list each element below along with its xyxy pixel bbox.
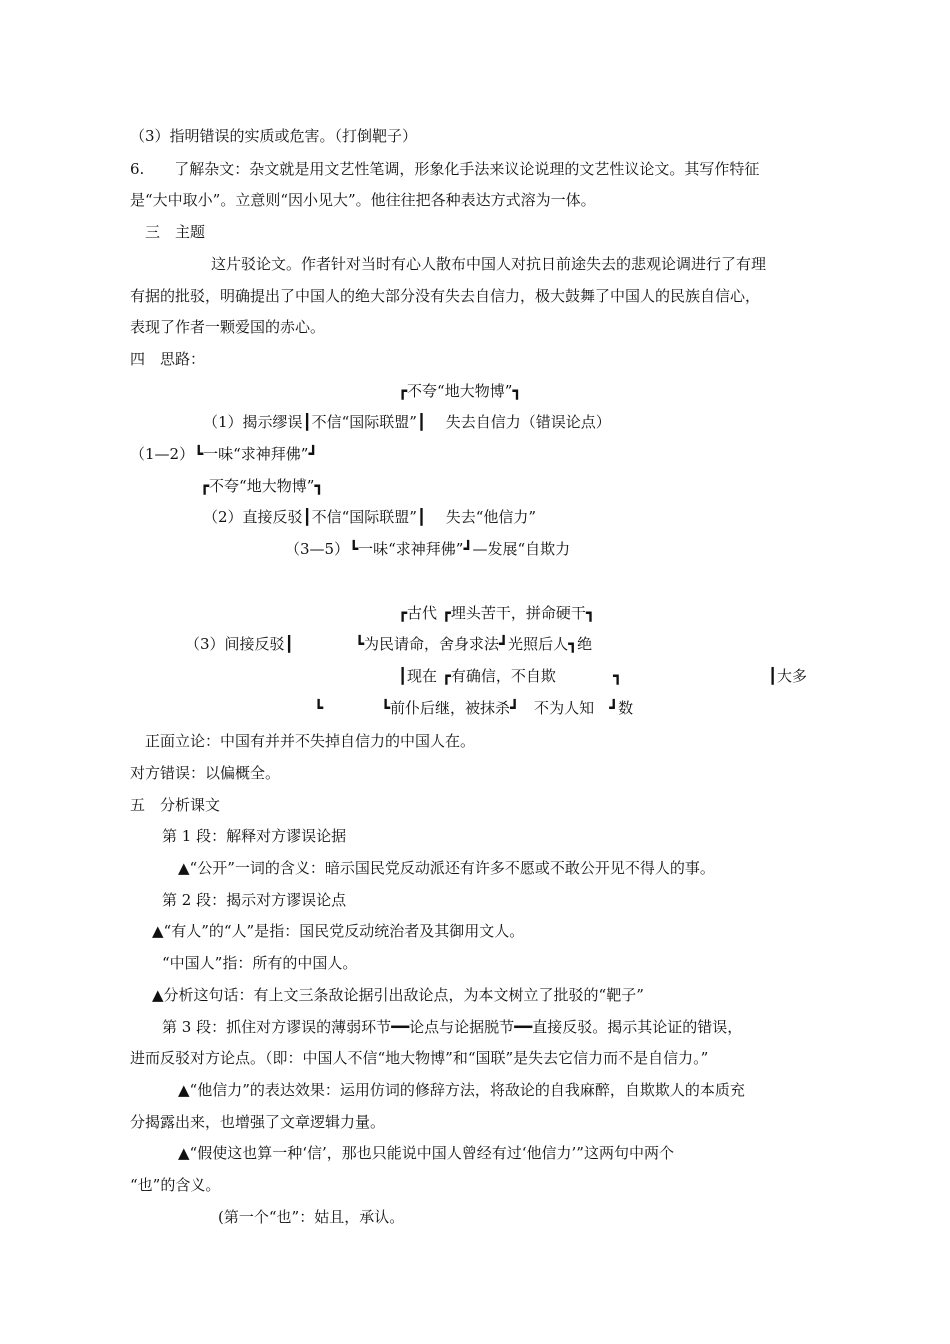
text-line: 第 1 段：解释对方谬误论据 bbox=[162, 827, 347, 845]
text-line: ▲“有人”的“人”是指：国民党反动统治者及其御用文人。 bbox=[152, 922, 525, 940]
outline-line: （1—2）┗一味“求神拜佛”┛ bbox=[130, 445, 318, 463]
outline-line: ┏古代 ┏埋头苦干，拼命硬干┓ bbox=[398, 604, 595, 622]
text-line: （3）指明错误的实质或危害。（打倒靶子） bbox=[130, 127, 418, 145]
outline-line: ┗为民请命，舍身求法┛光照后人┓绝 bbox=[355, 635, 593, 653]
text-line: 第 2 段：揭示对方谬误论点 bbox=[162, 891, 347, 909]
outline-line: ┏不夸“地大物博”┓ bbox=[200, 477, 324, 495]
outline-line: ┃大多 bbox=[768, 667, 808, 685]
section-heading: 三 主题 bbox=[145, 223, 206, 241]
outline-line: （2）直接反驳┃不信“国际联盟”┃ 失去“他信力” bbox=[203, 508, 537, 526]
outline-line: （1）揭示缪误┃不信“国际联盟”┃ 失去自信力（错误论点） bbox=[203, 413, 611, 431]
section-heading: 五 分析课文 bbox=[130, 796, 221, 814]
text-line: ▲“假使这也算一种‘信’，那也只能说中国人曾经有过‘他信力’”这两句中两个 bbox=[178, 1144, 674, 1162]
text-line: ▲“公开”一词的含义：暗示国民党反动派还有许多不愿或不敢公开见不得人的事。 bbox=[178, 859, 715, 877]
outline-line: ┃现在 ┏有确信，不自欺 bbox=[398, 667, 556, 685]
outline-line: ┗前仆后继，被抹杀┛ 不为人知 ┛数 bbox=[381, 699, 634, 717]
text-line: “也”的含义。 bbox=[130, 1176, 221, 1194]
text-line: 表现了作者一颗爱国的赤心。 bbox=[130, 318, 326, 336]
text-line: “中国人”指：所有的中国人。 bbox=[162, 954, 358, 972]
section-heading: 四 思路： bbox=[130, 350, 206, 368]
text-line: 对方错误：以偏概全。 bbox=[130, 764, 281, 782]
outline-line: ┗ bbox=[314, 699, 324, 717]
text-line: 是“大中取小”。立意则“因小见大”。他往往把各种表达方式溶为一体。 bbox=[130, 191, 596, 209]
text-line: 正面立论：中国有并并不失掉自信力的中国人在。 bbox=[145, 732, 476, 750]
text-line: 进而反驳对方论点。（即：中国人不信“地大物博”和“国联”是失去它信力而不是自信力。” bbox=[130, 1049, 709, 1067]
text-line: 这片驳论文。作者针对当时有心人散布中国人对抗日前途失去的悲观论调进行了有理 bbox=[211, 255, 767, 273]
text-line: ▲“他信力”的表达效果：运用仿词的修辞方法，将敌论的自我麻醉，自欺欺人的本质充 bbox=[178, 1081, 745, 1099]
text-line: 第 3 段：抓住对方谬误的薄弱环节━━论点与论据脱节━━直接反驳。揭示其论证的错误， bbox=[162, 1018, 743, 1036]
text-line: (第一个“也”：姑且，承认。 bbox=[218, 1208, 405, 1226]
outline-line: ┓ bbox=[613, 667, 623, 685]
outline-line: （3—5）┗一味“求神拜佛”┛—发展“自欺力 bbox=[285, 540, 571, 558]
text-line: 分揭露出来，也增强了文章逻辑力量。 bbox=[130, 1113, 386, 1131]
text-line: 有据的批驳，明确提出了中国人的绝大部分没有失去自信力，极大鼓舞了中国人的民族自信心， bbox=[130, 287, 761, 305]
outline-line: （3）间接反驳┃ bbox=[185, 635, 294, 653]
text-line: ▲分析这句话：有上文三条敌论据引出敌论点，为本文树立了批驳的“靶子” bbox=[152, 986, 644, 1004]
outline-line: ┏不夸“地大物博”┓ bbox=[398, 382, 522, 400]
text-line: 6. 了解杂文：杂文就是用文艺性笔调，形象化手法来议论说理的文艺性议论文。其写作特征 bbox=[130, 160, 760, 178]
